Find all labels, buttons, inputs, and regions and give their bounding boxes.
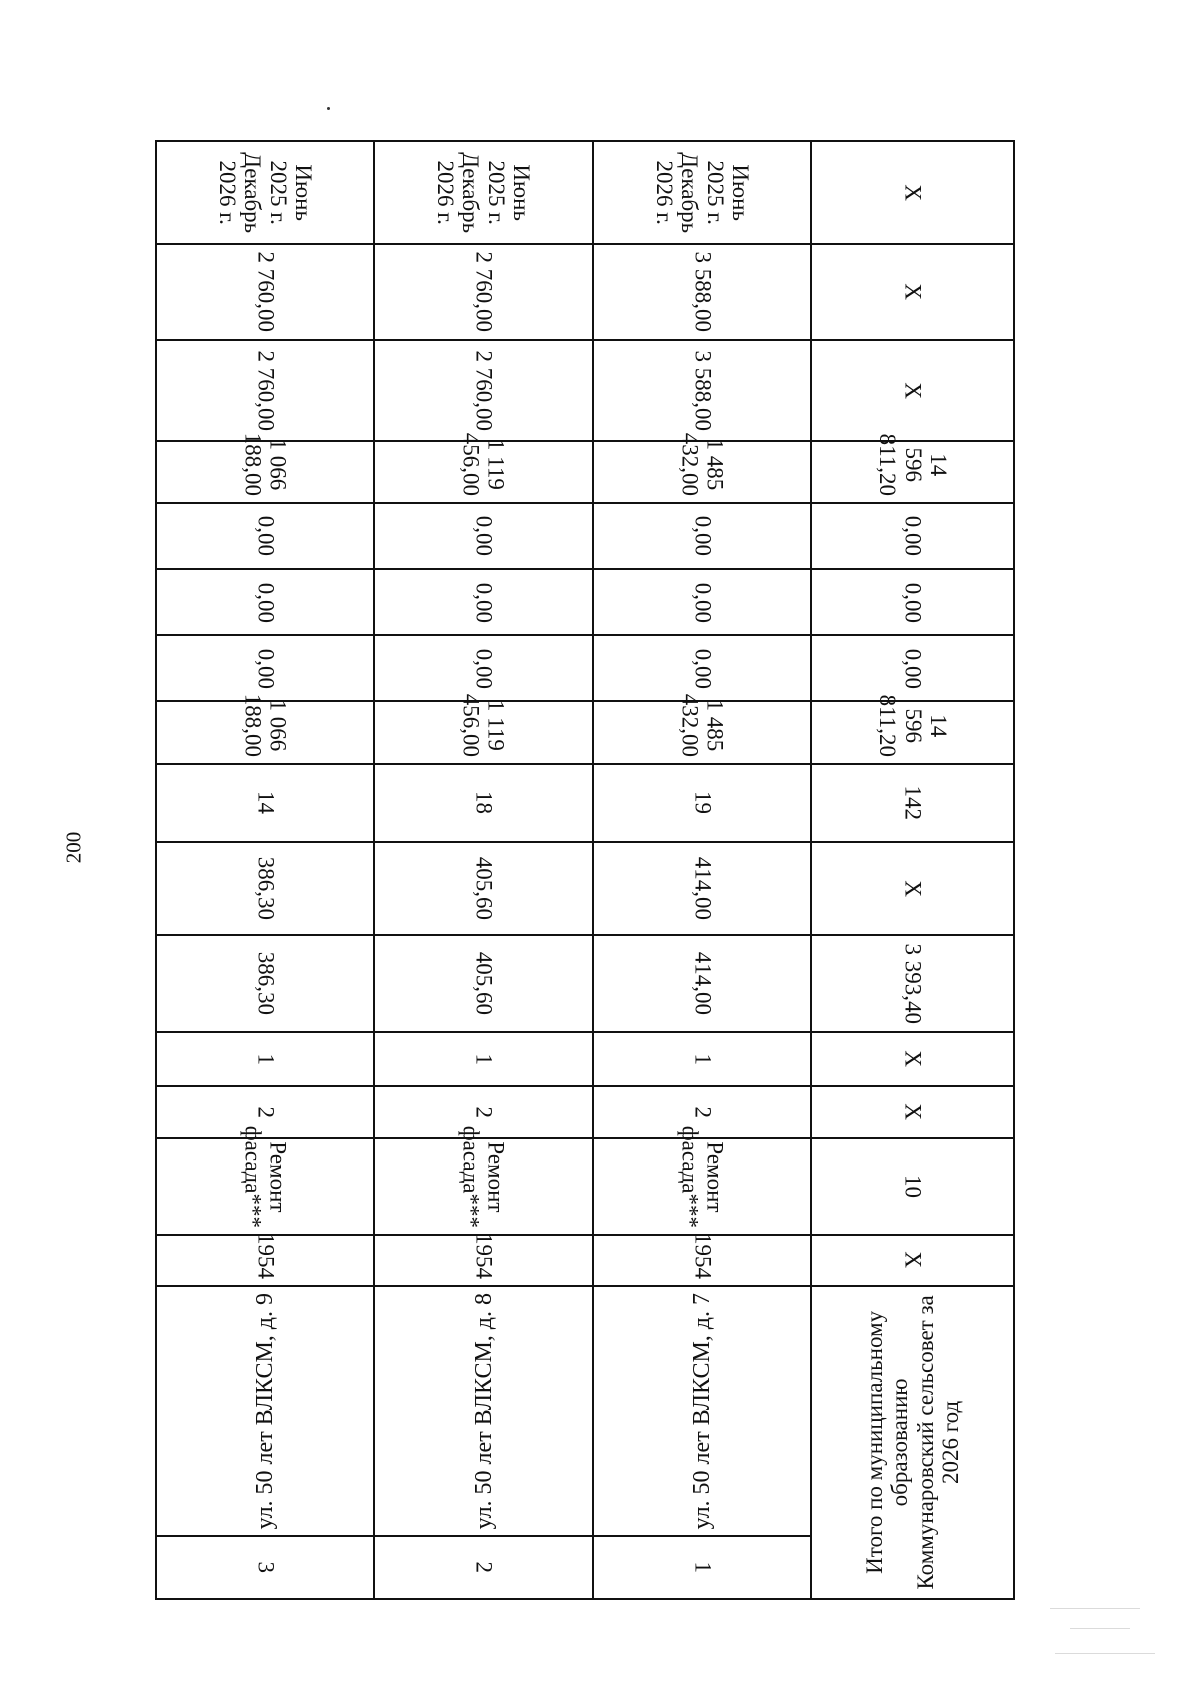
value-cell: 2: [156, 1086, 374, 1137]
area-cell: 405,60: [374, 842, 592, 935]
work-type-cell: Ремонт фасада***: [156, 1138, 374, 1235]
value-cell: 1: [593, 1032, 811, 1087]
address-cell: ул. 50 лет ВЛКСМ, д. 7: [593, 1286, 811, 1537]
unit-cost-cell: 2 760,00: [374, 244, 592, 341]
value-cell: 1: [156, 1032, 374, 1087]
area-cell: 414,00: [593, 842, 811, 935]
work-type-cell: 10: [811, 1138, 1014, 1235]
cost-cell: 14 596 811,20: [811, 441, 1014, 504]
year-cell: 1954: [374, 1235, 592, 1286]
repair-schedule-table: [155, 140, 1015, 1600]
count-cell: 14: [156, 764, 374, 841]
scan-dot: [327, 107, 330, 110]
period-cell: Июнь 2025 г. Декабрь 2026 г.: [593, 141, 811, 244]
year-cell: 1954: [156, 1235, 374, 1286]
period-cell: Июнь 2025 г. Декабрь 2026 г.: [156, 141, 374, 244]
value-cell: 2: [593, 1086, 811, 1137]
area-cell: 386,30: [156, 935, 374, 1032]
cost-cell: 0,00: [374, 569, 592, 635]
unit-cost-cell: 2 760,00: [374, 340, 592, 440]
table-row: [156, 141, 374, 1599]
unit-cost-cell: X: [811, 244, 1014, 341]
address-cell: ул. 50 лет ВЛКСМ, д. 9: [156, 1286, 374, 1537]
value-cell: X: [811, 1032, 1014, 1087]
total-row: [811, 141, 1014, 1599]
cost-cell: 0,00: [374, 503, 592, 569]
total-label: Итого по муниципальному образованию Коммунаровский сельсовет за 2026 год: [811, 1286, 1014, 1599]
cost-cell: 1 485 432,00: [593, 441, 811, 504]
cost-cell: 0,00: [593, 569, 811, 635]
cost-cell: 0,00: [593, 503, 811, 569]
cost-cell: 1 066 188,00: [156, 441, 374, 504]
unit-cost-cell: 2 760,00: [156, 244, 374, 341]
work-type-cell: Ремонт фасада***: [593, 1138, 811, 1235]
year-cell: 1954: [593, 1235, 811, 1286]
cost-cell: 0,00: [811, 635, 1014, 701]
area-cell: 414,00: [593, 935, 811, 1032]
cost-cell: 0,00: [156, 569, 374, 635]
cost-cell: 1 119 456,00: [374, 701, 592, 764]
cost-cell: 0,00: [374, 635, 592, 701]
cost-cell: 0,00: [156, 503, 374, 569]
page-number: 200: [61, 831, 86, 864]
cost-cell: 14 596 811,20: [811, 701, 1014, 764]
value-cell: 2: [374, 1086, 592, 1137]
area-cell: 386,30: [156, 842, 374, 935]
work-type-cell: Ремонт фасада***: [374, 1138, 592, 1235]
row-number: 2: [374, 1536, 592, 1599]
count-cell: 19: [593, 764, 811, 841]
unit-cost-cell: 2 760,00: [156, 340, 374, 440]
value-cell: X: [811, 1086, 1014, 1137]
row-number: 1: [593, 1536, 811, 1599]
table-row: [374, 141, 592, 1599]
cost-cell: 1 485 432,00: [593, 701, 811, 764]
area-cell: 3 393,40: [811, 935, 1014, 1032]
period-cell: Июнь 2025 г. Декабрь 2026 г.: [374, 141, 592, 244]
unit-cost-cell: 3 588,00: [593, 340, 811, 440]
cost-cell: 1 066 188,00: [156, 701, 374, 764]
row-number: 3: [156, 1536, 374, 1599]
unit-cost-cell: X: [811, 340, 1014, 440]
rotated-table-container: [155, 140, 1015, 1600]
cost-cell: 0,00: [811, 503, 1014, 569]
period-cell: X: [811, 141, 1014, 244]
cost-cell: 0,00: [593, 635, 811, 701]
value-cell: 1: [374, 1032, 592, 1087]
scan-artifacts: [1050, 1598, 1160, 1668]
table-row: [593, 141, 811, 1599]
area-cell: X: [811, 842, 1014, 935]
cost-cell: 0,00: [811, 569, 1014, 635]
cost-cell: 1 119 456,00: [374, 441, 592, 504]
address-cell: ул. 50 лет ВЛКСМ, д. 8: [374, 1286, 592, 1537]
unit-cost-cell: 3 588,00: [593, 244, 811, 341]
cost-cell: 0,00: [156, 635, 374, 701]
area-cell: 405,60: [374, 935, 592, 1032]
count-cell: 142: [811, 764, 1014, 841]
count-cell: 18: [374, 764, 592, 841]
year-cell: X: [811, 1235, 1014, 1286]
